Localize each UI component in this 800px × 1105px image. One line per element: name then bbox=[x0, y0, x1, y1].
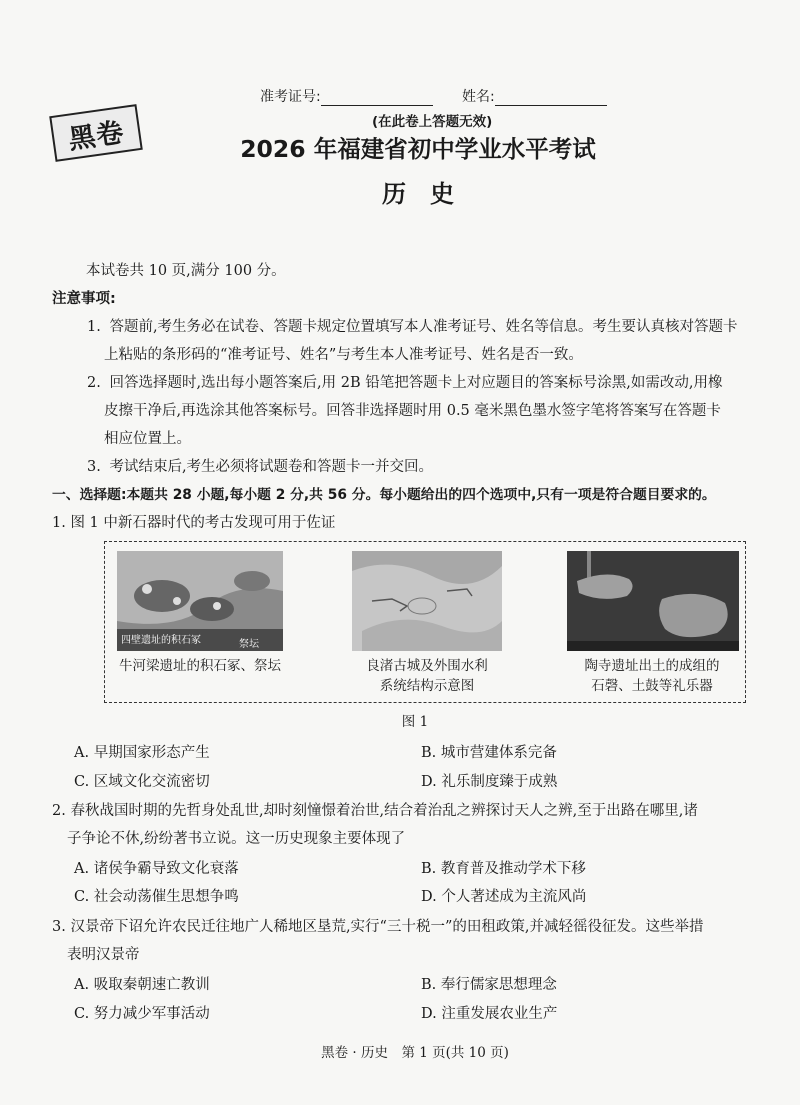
section-heading: 一、选择题:本题共 28 小题,每小题 2 分,共 56 分。每小题给出的四个选项中,只有一项是符合题目要求的。 bbox=[52, 487, 716, 503]
option: B. 城市营建体系完备 bbox=[421, 745, 557, 761]
exam-number-label: 准考证号: bbox=[260, 89, 321, 105]
note-line: 上粘贴的条形码的“准考证号、姓名”与考生本人准考证号、姓名是否一致。 bbox=[104, 347, 583, 363]
option: D. 个人著述成为主流风尚 bbox=[421, 889, 587, 905]
question-2-stem-cont: 子争论不休,纷纷著书立说。这一历史现象主要体现了 bbox=[67, 831, 406, 847]
option: D. 注重发展农业生产 bbox=[421, 1006, 558, 1022]
black-paper-stamp: 黑卷 bbox=[49, 104, 143, 162]
option: C. 社会动荡催生思想争鸣 bbox=[74, 889, 239, 905]
note-line: 皮擦干净后,再选涂其他答案标号。回答非选择题时用 0.5 毫米黑色墨水签字笔将答案写在答题卡 bbox=[104, 403, 721, 419]
caption-line: 系统结构示意图 bbox=[379, 678, 475, 694]
note-line: 相应位置上。 bbox=[104, 431, 191, 447]
name-label: 姓名: bbox=[462, 89, 495, 105]
note-1 bbox=[87, 313, 738, 341]
option: B. 奉行儒家思想理念 bbox=[421, 977, 557, 993]
subject-title: 历 史 bbox=[382, 180, 454, 208]
liangzhu-image bbox=[352, 551, 502, 651]
note-number: 3. bbox=[87, 459, 101, 475]
caption-line: 牛河梁遗址的积石冢、祭坛 bbox=[119, 658, 281, 674]
intro-text: 本试卷共 10 页,满分 100 分。 bbox=[86, 263, 286, 279]
image-caption bbox=[105, 656, 295, 676]
figure-1-box bbox=[104, 541, 746, 703]
page-footer: 黑卷 · 历史 第 1 页(共 10 页) bbox=[321, 1045, 509, 1061]
exam-number-field bbox=[260, 86, 433, 106]
option: D. 礼乐制度臻于成熟 bbox=[421, 774, 558, 790]
notice-text: (在此卷上答题无效) bbox=[372, 114, 493, 130]
taosi-image bbox=[567, 551, 739, 651]
option: A. 诸侯争霸导致文化衰落 bbox=[74, 861, 239, 877]
figure-label: 图 1 bbox=[401, 714, 429, 730]
image-overlay-label: 四壁遗址的积石冢 bbox=[121, 635, 201, 646]
question-3-stem-cont: 表明汉景帝 bbox=[67, 947, 140, 963]
note-3 bbox=[87, 453, 433, 481]
caption-line: 陶寺遗址出土的成组的 bbox=[584, 658, 720, 674]
exam-title: 2026 年福建省初中学业水平考试 bbox=[240, 135, 596, 163]
option: C. 努力减少军事活动 bbox=[74, 1006, 210, 1022]
image-caption bbox=[557, 656, 747, 696]
note-number: 1. bbox=[87, 319, 101, 335]
name-field bbox=[462, 86, 607, 106]
option: A. 早期国家形态产生 bbox=[74, 745, 210, 761]
question-3-stem: 3. 汉景帝下诏允许农民迁往地广人稀地区垦荒,实行“三十税一”的田租政策,并减轻徭役征发。这些举措 bbox=[52, 919, 704, 935]
image-overlay-label: 祭坛 bbox=[239, 639, 259, 650]
taosi-photo bbox=[567, 551, 739, 651]
niuheliang-photo bbox=[117, 551, 283, 651]
option: C. 区域文化交流密切 bbox=[74, 774, 210, 790]
note-line: 考试结束后,考生必须将试题卷和答题卡一并交回。 bbox=[109, 459, 434, 475]
caption-line: 石磬、土鼓等礼乐器 bbox=[591, 678, 713, 694]
note-line: 答题前,考生务必在试卷、答题卡规定位置填写本人准考证号、姓名等信息。考生要认真核对答题卡 bbox=[109, 319, 738, 335]
caption-line: 良渚古城及外围水利 bbox=[366, 658, 488, 674]
question-2-stem: 2. 春秋战国时期的先哲身处乱世,却时刻憧憬着治世,结合着治乱之辨探讨天人之辨,至于出路在哪里,诸 bbox=[52, 803, 698, 819]
option: B. 教育普及推动学术下移 bbox=[421, 861, 586, 877]
option: A. 吸取秦朝速亡教训 bbox=[74, 977, 210, 993]
note-line: 回答选择题时,选出每小题答案后,用 2B 铅笔把答题卡上对应题目的答案标号涂黑,如需改动,用橡 bbox=[109, 375, 723, 391]
note-number: 2. bbox=[87, 375, 101, 391]
question-1-stem: 1. 图 1 中新石器时代的考古发现可用于佐证 bbox=[52, 515, 336, 531]
liangzhu-map bbox=[352, 551, 502, 651]
note-2 bbox=[87, 369, 723, 397]
image-caption bbox=[332, 656, 522, 696]
notes-heading: 注意事项: bbox=[52, 291, 116, 307]
